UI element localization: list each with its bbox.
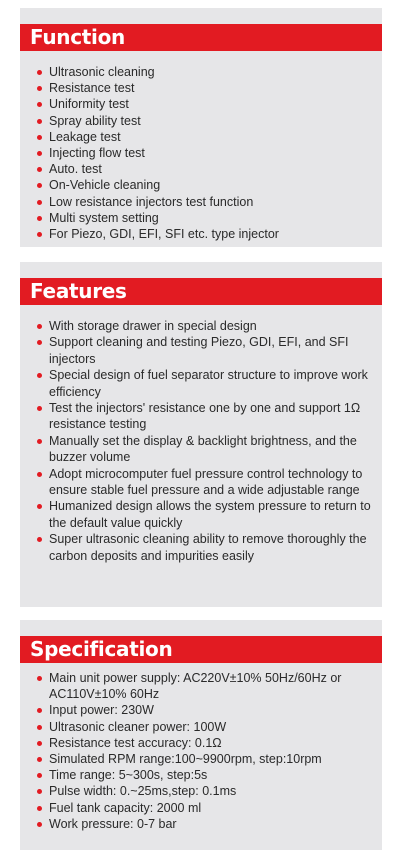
list-item: With storage drawer in special design	[49, 318, 372, 334]
specification-title: Specification	[30, 637, 173, 661]
list-item: Main unit power supply: AC220V±10% 50Hz/60Hz or AC110V±10% 60Hz	[49, 670, 372, 702]
specification-panel	[20, 620, 382, 850]
features-banner	[20, 278, 382, 305]
list-item: Fuel tank capacity: 2000 ml	[49, 800, 372, 816]
list-item: Ultrasonic cleaner power: 100W	[49, 719, 372, 735]
features-list	[20, 318, 382, 564]
list-item: Humanized design allows the system pressure to return to the default value quickly	[49, 498, 372, 531]
list-item: Auto. test	[49, 161, 372, 177]
function-panel	[20, 8, 382, 247]
list-item: Multi system setting	[49, 210, 372, 226]
bullet-dot-icon	[37, 406, 42, 411]
list-item: Special design of fuel separator structure to improve work efficiency	[49, 367, 372, 400]
list-item: Input power: 230W	[49, 702, 372, 718]
list-item: Injecting flow test	[49, 145, 372, 161]
list-item: On-Vehicle cleaning	[49, 177, 372, 193]
list-item: Super ultrasonic cleaning ability to remove thoroughly the carbon deposits and impurities easily	[49, 531, 372, 564]
list-item: Manually set the display & backlight brightness, and the buzzer volume	[49, 433, 372, 466]
list-item: Resistance test accuracy: 0.1Ω	[49, 735, 372, 751]
list-item: Support cleaning and testing Piezo, GDI, EFI, and SFI injectors	[49, 334, 372, 367]
bullet-dot-icon	[37, 757, 42, 762]
bullet-dot-icon	[37, 537, 42, 542]
bullet-dot-icon	[37, 741, 42, 746]
features-title: Features	[30, 279, 127, 303]
list-item: Pulse width: 0.~25ms,step: 0.1ms	[49, 783, 372, 799]
function-title: Function	[30, 25, 125, 49]
function-banner	[20, 24, 382, 51]
bullet-dot-icon	[37, 70, 42, 75]
list-item: Spray ability test	[49, 113, 372, 129]
list-item: Adopt microcomputer fuel pressure control technology to ensure stable fuel pressure and a wide adjustable range	[49, 466, 372, 499]
bullet-dot-icon	[37, 232, 42, 237]
bullet-dot-icon	[37, 806, 42, 811]
bullet-dot-icon	[37, 822, 42, 827]
bullet-dot-icon	[37, 200, 42, 205]
list-item: Resistance test	[49, 80, 372, 96]
bullet-dot-icon	[37, 789, 42, 794]
list-item: For Piezo, GDI, EFI, SFI etc. type injector	[49, 226, 372, 242]
list-item: Uniformity test	[49, 96, 372, 112]
list-item: Test the injectors' resistance one by one and support 1Ω resistance testing	[49, 400, 372, 433]
specification-banner	[20, 636, 382, 663]
bullet-dot-icon	[37, 773, 42, 778]
bullet-dot-icon	[37, 119, 42, 124]
bullet-dot-icon	[37, 439, 42, 444]
list-item: Work pressure: 0-7 bar	[49, 816, 372, 832]
features-panel	[20, 262, 382, 607]
bullet-dot-icon	[37, 135, 42, 140]
bullet-dot-icon	[37, 676, 42, 681]
bullet-dot-icon	[37, 324, 42, 329]
bullet-dot-icon	[37, 373, 42, 378]
bullet-dot-icon	[37, 216, 42, 221]
list-item: Time range: 5~300s, step:5s	[49, 767, 372, 783]
bullet-dot-icon	[37, 504, 42, 509]
bullet-dot-icon	[37, 167, 42, 172]
list-item: Low resistance injectors test function	[49, 194, 372, 210]
bullet-dot-icon	[37, 472, 42, 477]
specification-list	[20, 670, 382, 832]
list-item: Leakage test	[49, 129, 372, 145]
bullet-dot-icon	[37, 102, 42, 107]
bullet-dot-icon	[37, 86, 42, 91]
bullet-dot-icon	[37, 183, 42, 188]
list-item: Ultrasonic cleaning	[49, 64, 372, 80]
bullet-dot-icon	[37, 340, 42, 345]
bullet-dot-icon	[37, 725, 42, 730]
bullet-dot-icon	[37, 708, 42, 713]
function-list	[20, 64, 382, 242]
bullet-dot-icon	[37, 151, 42, 156]
list-item: Simulated RPM range:100~9900rpm, step:10rpm	[49, 751, 372, 767]
